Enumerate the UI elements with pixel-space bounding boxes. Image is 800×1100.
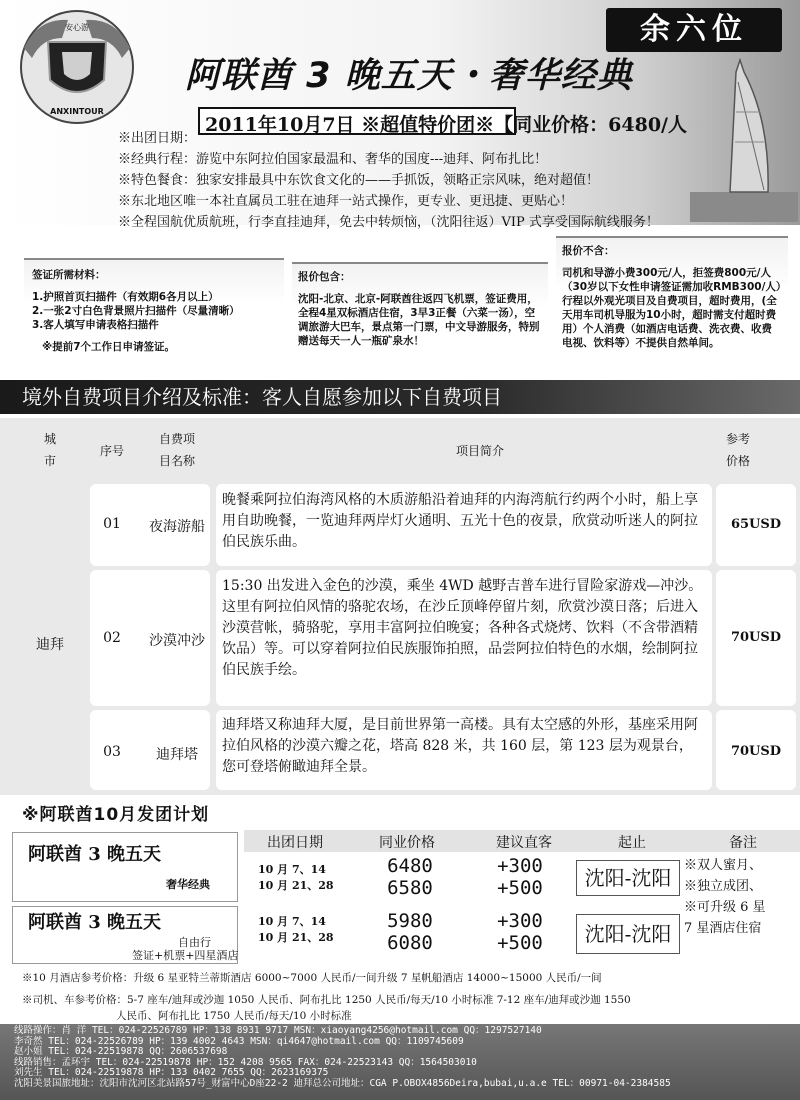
trade-price: 6480: [387, 855, 433, 877]
price-excludes-title: 报价不含：: [562, 245, 615, 257]
price-excludes-text: 司机和导游小费300元/人，拒签费800元/人（30岁以下女性申请签证需加收RMB300/人）行程以外观光项目及自费项目，超时费用，(全天用车司机导服为10小时，超时需支付超时费用）个人消费（如酒店电话费、洗衣费、收费电视、饮料等）不提供自然单间。: [562, 267, 782, 349]
row-number: 02: [103, 630, 121, 646]
note-line: 7 星酒店住宿: [684, 921, 762, 936]
retail-prices: [480, 910, 560, 954]
product-name: 阿联酋 3 晚五天: [28, 844, 162, 865]
car-reference-price-cont: 人民币、阿布扎比 1750 人民币/每天/10 小时标准: [116, 1010, 352, 1022]
trade-prices: [370, 855, 450, 899]
row-name: 夜海游船: [149, 519, 205, 535]
product-name: 阿联酋 3 晚五天: [28, 912, 162, 933]
date-line: 10 月 7、14: [258, 863, 326, 876]
price-includes-title: 报价包含：: [298, 271, 351, 283]
date-line: 10 月 7、14: [258, 915, 326, 928]
product-dates: [258, 862, 334, 894]
hotel-reference-price: ※10 月酒店参考价格：升级 6 星亚特兰蒂斯酒店 6000~7000 人民币/一间升级 7 星帆船酒店 14000~15000 人民币/一间: [22, 972, 602, 984]
contact-line: 李奇然 TEL：024-22526789 HP：139 4002 4643 MSN：qi4647@hotmail.com QQ：1109745609: [14, 1035, 464, 1047]
row-name: 沙漠冲沙: [149, 633, 205, 649]
address-line: 沈阳美景国旅地址：沈阳市沈河区北站路57号_财富中心D座22-2 迪拜总公司地址：CGA P.OBOX4856Deira,bubai,u.a.e TEL：00971-04-2384585: [14, 1077, 671, 1089]
car-reference-price: ※司机、车参考价格：5-7 座车/迪拜或沙迦 1050 人民币、阿布扎比 1250 人民币/每天/10 小时标准 7-12 座车/迪拜或沙迦 1550: [22, 994, 631, 1006]
visa-material-item: 2.一张2寸白色背景照片扫描件（尽量清晰）: [32, 305, 240, 317]
retail-prices: [480, 855, 560, 899]
col-header-no: 序号: [99, 444, 124, 458]
excursions-section-heading: 境外自费项目介绍及标准：客人自愿参加以下自费项目: [0, 380, 800, 414]
col-header-name: 自费项 目名称: [158, 432, 195, 468]
schedule-header: 备注: [729, 835, 757, 851]
info-line: ※特色餐食：独家安排最具中东饮食文化的——手抓饭，领略正宗风味，绝对超值！: [118, 173, 600, 188]
product-subtitle: 自由行: [178, 936, 211, 949]
retail-price: +500: [497, 877, 543, 899]
contact-line: 线路操作：肖 洋 TEL：024-22526789 HP：138 8931 9717 MSN：xiaoyang4256@hotmail.com QQ：1297527140: [14, 1025, 542, 1036]
product-subtitle: 奢华经典: [166, 878, 210, 891]
row-name: 迪拜塔: [156, 747, 198, 763]
contact-line: 赵小姐 TEL：024-22519878 QQ：2606537698: [14, 1046, 228, 1057]
logo-text: 安心游: [65, 23, 89, 32]
col-header-desc: 项目简介: [455, 444, 504, 458]
departure-price-line: 2011年10月7日 ※超值特价团※【同业价格：6480/人: [205, 114, 687, 136]
price-includes-box: [292, 262, 548, 374]
city-cell: 迪拜: [36, 637, 64, 653]
trade-price: 5980: [387, 910, 433, 932]
product-subtitle-detail: 签证+机票+四星酒店: [132, 949, 239, 962]
visa-materials-box: [24, 258, 284, 370]
schedule-header: 同业价格: [379, 835, 435, 851]
row-number: 01: [103, 516, 121, 532]
visa-material-item: 3.客人填写申请表格扫描件: [32, 319, 159, 331]
info-line: ※经典行程：游览中东阿拉伯国家最温和、奢华的国度---迪拜、阿布扎比！: [118, 152, 548, 167]
row-desc: 晚餐乘阿拉伯海湾风格的木质游船沿着迪拜的内海湾航行约两个小时，船上享用自助晚餐，一览迪拜两岸灯火通明、五光十色的夜景，欣赏动听迷人的阿拉伯民族乐曲。: [222, 492, 698, 550]
tour-highlights: [118, 128, 788, 233]
schedule-header: 建议直客: [496, 835, 552, 851]
trade-price: 6580: [387, 877, 433, 899]
contact-line: 线路销售：孟环宇 TEL：024-22519878 HP：152 4208 9565 FAX：024-22523143 QQ：1564503010: [14, 1056, 477, 1068]
visa-material-item: 1.护照首页扫描件（有效期6各月以上）: [32, 291, 219, 303]
product-dates: [258, 914, 334, 946]
info-line: ※东北地区唯一本社直属员工驻在迪拜一站式操作，更专业、更迅捷、更贴心！: [118, 194, 574, 209]
col-header-city: 城 市: [43, 432, 56, 468]
trade-prices: [370, 910, 450, 954]
route: 沈阳-沈阳: [576, 914, 680, 954]
note-line: ※独立成团、: [684, 879, 763, 894]
row-desc: 15:30 出发进入金色的沙漠，乘坐 4WD 越野吉普车进行冒险家游戏—冲沙。这里有阿拉伯风情的骆驼农场，在沙丘顶峰停留片刻，欣赏沙漠日落；后进入沙漠营帐，骑骆驼，享用丰富阿拉伯晚宴；各种各式烧烤、饮料（不含带酒精饮品）等。可以穿着阿拉伯民族服饰拍照，品尝阿拉伯特色的水烟，绘制阿拉伯民族手绘。: [222, 578, 703, 678]
retail-price: +300: [497, 855, 543, 877]
info-line: ※全程国航优质航班，行李直挂迪拜，免去中转烦恼，（沈阳往返）VIP 式享受国际航线服务！: [118, 215, 659, 230]
row-price: 70USD: [730, 744, 782, 759]
schedule-header: 起止: [618, 835, 646, 851]
col-header-price: 参考 价格: [725, 432, 750, 468]
trade-price: 6080: [387, 932, 433, 954]
schedule-notes: [684, 855, 796, 939]
logo-ring-text: ANXINTOUR: [50, 107, 104, 116]
date-line: 10 月 21、28: [258, 879, 334, 892]
price-includes-text: 沈阳-北京、北京-阿联酋往返四飞机票，签证费用，全程4星双标酒店住宿，3早3正餐（六菜一汤），空调旅游大巴车，景点第一门票，中文导游服务，特别赠送每天一人一瓶矿泉水！: [298, 293, 540, 347]
contact-line: 刘先生 TEL：024-22519878 HP：133 0402 7655 QQ：2623169375: [14, 1067, 329, 1078]
retail-price: +500: [497, 932, 543, 954]
remaining-seats-badge: 余六位: [606, 8, 782, 52]
row-price: 65USD: [730, 517, 782, 532]
row-price: 70USD: [730, 630, 782, 645]
route: 沈阳-沈阳: [576, 860, 680, 896]
row-number: 03: [103, 744, 121, 760]
schedule-title: ※阿联酋10月发团计划: [22, 805, 210, 825]
contact-footer: [0, 1024, 800, 1100]
page-title: 阿联酋 3 晚五天・奢华经典: [185, 56, 633, 96]
company-logo: [18, 8, 136, 126]
retail-price: +300: [497, 910, 543, 932]
row-desc: 迪拜塔又称迪拜大厦，是目前世界第一高楼。具有太空感的外形，基座采用阿拉伯风格的沙漠六瓣之花，塔高 828 米，共 160 层，第 123 层为观景台，您可登塔俯瞰迪拜全景。: [222, 717, 698, 775]
visa-note: ※提前7个工作日申请签证。: [42, 341, 176, 353]
date-line: 10 月 21、28: [258, 931, 334, 944]
info-line: ※出团日期：: [118, 131, 197, 146]
note-line: ※双人蜜月、: [684, 858, 763, 873]
schedule-header: 出团日期: [267, 835, 323, 851]
note-line: ※可升级 6 星: [684, 900, 766, 915]
visa-materials-title: 签证所需材料：: [32, 269, 106, 281]
price-excludes-box: [556, 236, 788, 374]
